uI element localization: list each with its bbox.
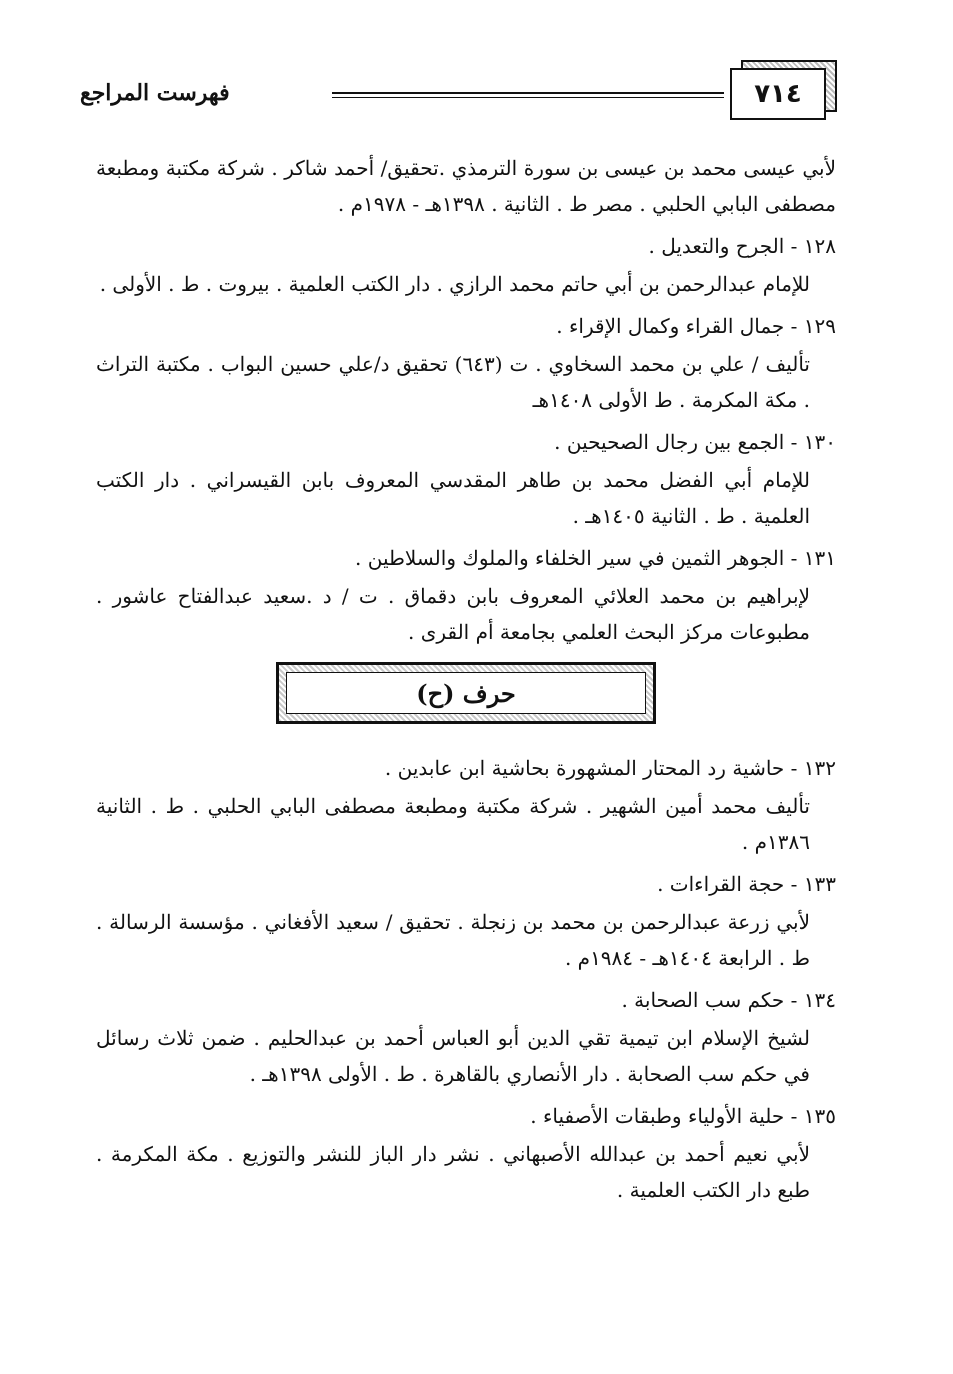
entry-body: لأبي زرعة عبدالرحمن بن محمد بن زنجلة . تحقيق / سعيد الأفغاني . مؤسسة الرسالة . ط . الرابعة ١٤٠٤هـ - ١٩٨٤م . — [96, 910, 810, 970]
entry-body: لشيخ الإسلام ابن تيمية تقي الدين أبو العباس أحمد بن عبدالحليم . ضمن ثلاث رسائل في حكم سب الصحابة . دار الأنصاري بالقاهرة . ط . الأولى ١٣٩٨هـ . — [96, 1026, 810, 1086]
running-title: فهرست المراجع — [80, 80, 230, 106]
continuation-text: لأبي عيسى محمد بن عيسى بن سورة الترمذي .تحقيق/ أحمد شاكر . شركة مكتبة ومطبعة مصطفى البابي الحلبي . مصر ط . الثانية . ١٣٩٨هـ - ١٩٧٨م . — [96, 156, 836, 216]
entry-130 — [96, 424, 836, 534]
entry-128 — [96, 228, 836, 302]
section-heading-box — [276, 662, 656, 724]
entry-131 — [96, 540, 836, 650]
entry-title: ١٢٩ - جمال القراء وكمال الإقراء . — [556, 314, 836, 338]
header-rule — [332, 92, 724, 94]
entry-body: تأليف محمد أمين الشهير . شركة مكتبة ومطبعة مصطفى البابي الحلبي . ط . الثانية ١٣٨٦م . — [96, 794, 810, 854]
entry-title: ١٣١ - الجوهر الثمين في سير الخلفاء والملوك والسلاطين . — [355, 546, 836, 570]
entry-135 — [96, 1098, 836, 1208]
page-number: ٧١٤ — [730, 68, 826, 120]
entry-129 — [96, 308, 836, 418]
entry-title: ١٣٣ - حجة القراءات . — [657, 872, 836, 896]
entry-title: ١٣٥ - حلية الأولياء وطبقات الأصفياء . — [530, 1104, 836, 1128]
entry-133 — [96, 866, 836, 976]
entry-body: للإمام أبي الفضل محمد بن طاهر المقدسي المعروف بابن القيسراني . دار الكتب العلمية . ط . الثانية ١٤٠٥هـ . — [96, 468, 810, 528]
entry-body: لأبي نعيم أحمد بن عبدالله الأصبهاني . نشر دار الباز للنشر والتوزيع . مكة المكرمة . طبع دار الكتب العلمية . — [96, 1142, 811, 1202]
entry-body: لإبراهيم بن محمد العلائي المعروف بابن دقماق . ت / د .سعيد عبدالفتاح عاشور . مطبوعات مركز البحث العلمي بجامعة أم القرى . — [96, 584, 810, 644]
entry-title: ١٣٠ - الجمع بين رجال الصحيحين . — [554, 430, 836, 454]
entry-body: تأليف / علي بن محمد السخاوي . ت (٦٤٣) تحقيق د/علي حسين البواب . مكتبة التراث . مكة المكرمة . ط الأولى ١٤٠٨هـ — [96, 352, 810, 412]
entry-132 — [96, 750, 836, 860]
entry-title: ١٢٨ - الجرح والتعديل . — [648, 234, 836, 258]
entry-title: ١٣٢ - حاشية رد المحتار المشهورة بحاشية ابن عابدين . — [384, 756, 836, 780]
section-heading: حرف (ح) — [286, 672, 646, 714]
entry-body: للإمام عبدالرحمن بن أبي حاتم محمد الرازي . دار الكتب العلمية . بيروت . ط . الأولى . — [99, 272, 810, 296]
header-rule-thin — [332, 97, 724, 98]
entry-title: ١٣٤ - حكم سب الصحابة . — [621, 988, 836, 1012]
entry-134 — [96, 982, 836, 1092]
content — [96, 150, 836, 1208]
